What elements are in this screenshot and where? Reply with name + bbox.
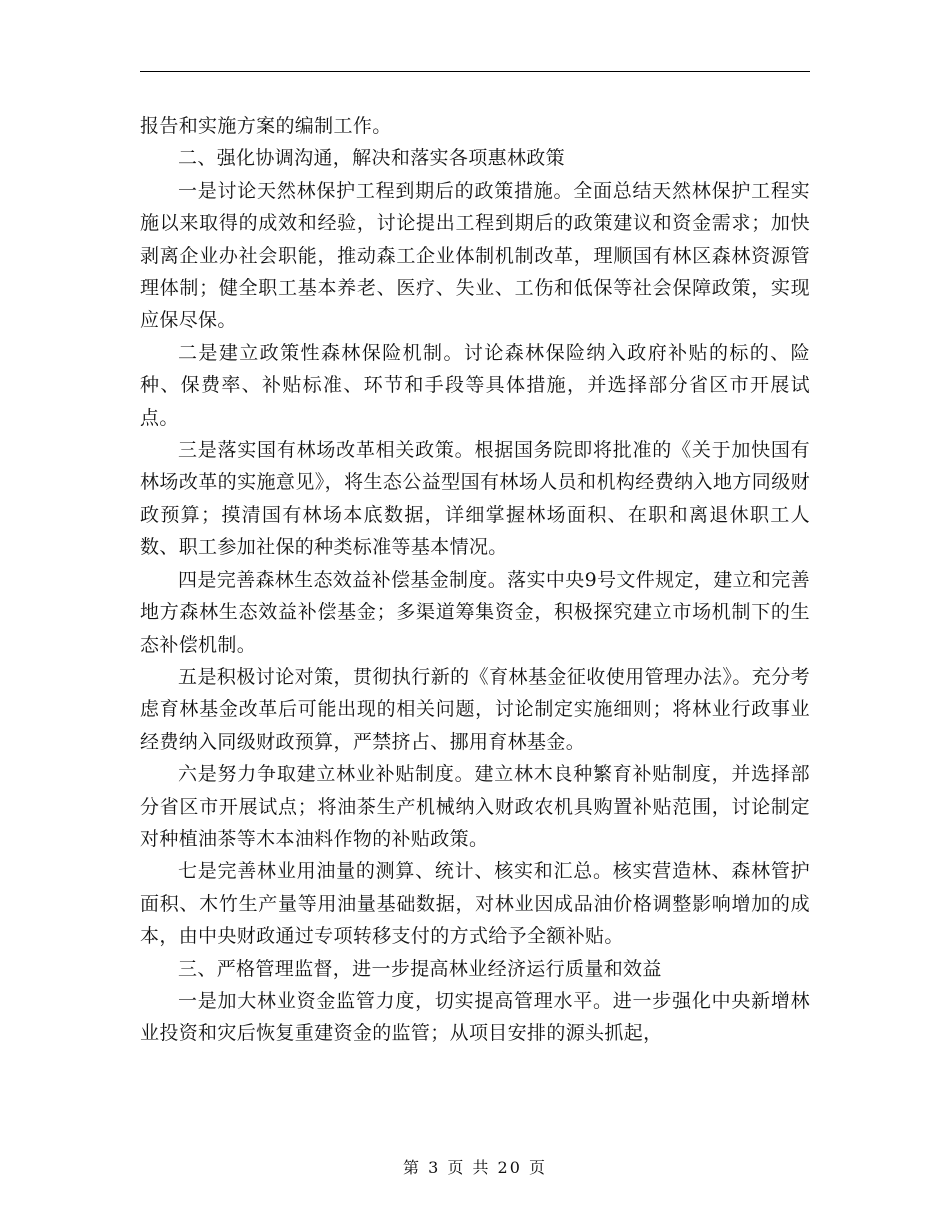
- paragraph-item-8: 一是加大林业资金监管力度，切实提高管理水平。进一步强化中央新增林业投资和灾后恢复重建资金的监管；从项目安排的源头抓起，: [140, 989, 810, 1045]
- paragraph-continuation: 报告和实施方案的编制工作。: [140, 115, 392, 137]
- paragraph-item-5: 五是积极讨论对策，贯彻执行新的《育林基金征收使用管理办法》。充分考虑育林基金改革后可能出现的相关问题，讨论制定实施细则；将林业行政事业经费纳入同级财政预算，严禁挤占、挪用育林基金。: [140, 665, 810, 753]
- document-body: [140, 110, 810, 1050]
- paragraph-item-3: 三是落实国有林场改革相关政策。根据国务院即将批准的《关于加快国有林场改革的实施意见》，将生态公益型国有林场人员和机构经费纳入地方同级财政预算；摸清国有林场本底数据，详细掌握林场面积、在职和离退休职工人数、职工参加社保的种类标准等基本情况。: [140, 439, 810, 559]
- paragraph-item-1: 一是讨论天然林保护工程到期后的政策措施。全面总结天然林保护工程实施以来取得的成效和经验，讨论提出工程到期后的政策建议和资金需求；加快剥离企业办社会职能，推动森工企业体制机制改革，理顺国有林区森林资源管理体制；健全职工基本养老、医疗、失业、工伤和低保等社会保障政策，实现应保尽保。: [140, 179, 810, 332]
- section-heading-2: 二、强化协调沟通，解决和落实各项惠林政策: [178, 147, 566, 170]
- section-heading-3: 三、严格管理监督，进一步提高林业经济运行质量和效益: [178, 957, 662, 980]
- paragraph-item-2: 二是建立政策性森林保险机制。讨论森林保险纳入政府补贴的标的、险种、保费率、补贴标准、环节和手段等具体措施，并选择部分省区市开展试点。: [140, 341, 810, 429]
- header-rule: [140, 71, 810, 72]
- paragraph-item-6: 六是努力争取建立林业补贴制度。建立林木良种繁育补贴制度，并选择部分省区市开展试点；将油茶生产机械纳入财政农机具购置补贴范围，讨论制定对种植油茶等木本油料作物的补贴政策。: [140, 763, 810, 850]
- paragraph-item-7: 七是完善林业用油量的测算、统计、核实和汇总。核实营造林、森林管护面积、木竹生产量等用油量基础数据，对林业因成品油价格调整影响增加的成本，由中央财政通过专项转移支付的方式给予全额补贴。: [140, 860, 810, 948]
- paragraph-item-4: 四是完善森林生态效益补偿基金制度。落实中央9号文件规定，建立和完善地方森林生态效益补偿基金；多渠道筹集资金，积极探究建立市场机制下的生态补偿机制。: [140, 568, 810, 656]
- page-footer: 第 3 页 共 20 页: [403, 1158, 547, 1177]
